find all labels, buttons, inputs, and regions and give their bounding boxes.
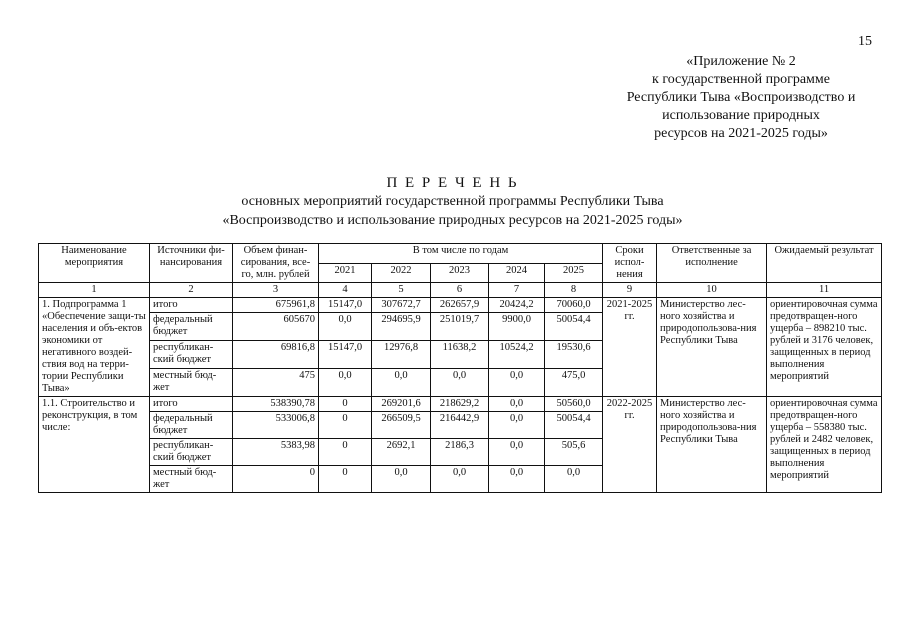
- term-cell: 2021-2025 гг.: [603, 298, 657, 397]
- year-value-cell: 70060,0: [545, 298, 603, 313]
- year-value-cell: 251019,7: [431, 313, 489, 341]
- funding-source-cell: местный бюд-жет: [150, 369, 233, 397]
- annex-line: к государственной программе: [652, 72, 830, 87]
- column-number: 6: [431, 283, 489, 298]
- column-numbers-row: [39, 283, 882, 298]
- annex-note: [600, 53, 882, 143]
- funding-source-cell: федеральный бюджет: [150, 313, 233, 341]
- table-row: [39, 298, 882, 313]
- total-volume-cell: 533006,8: [233, 412, 319, 439]
- column-number: 9: [603, 283, 657, 298]
- year-value-cell: 0,0: [372, 466, 431, 493]
- year-value-cell: 0: [319, 412, 372, 439]
- year-value-cell: 218629,2: [431, 397, 489, 412]
- column-number: 11: [767, 283, 882, 298]
- table-row: [39, 397, 882, 412]
- year-value-cell: 50560,0: [545, 397, 603, 412]
- column-number: 10: [657, 283, 767, 298]
- column-number: 2: [150, 283, 233, 298]
- year-value-cell: 0,0: [545, 466, 603, 493]
- year-value-cell: 294695,9: [372, 313, 431, 341]
- measure-name-cell: 1.1. Строительство и реконструкция, в том числе:: [39, 397, 150, 493]
- header-result: Ожидаемый результат: [767, 244, 882, 283]
- total-volume-cell: 0: [233, 466, 319, 493]
- year-value-cell: 505,6: [545, 439, 603, 466]
- header-volume: Объем финан-сирования, все-го, млн. рублей: [233, 244, 319, 283]
- funding-source-cell: итого: [150, 397, 233, 412]
- column-number: 5: [372, 283, 431, 298]
- year-value-cell: 266509,5: [372, 412, 431, 439]
- header-term: Сроки испол-нения: [603, 244, 657, 283]
- responsible-cell: Министерство лес-ного хозяйства и природопользова-ния Республики Тыва: [657, 298, 767, 397]
- header-by-years: В том числе по годам: [319, 244, 603, 264]
- measure-name-cell: 1. Подпрограмма 1 «Обеспечение защи-ты населения и объ-ектов экономики от негативного воздей-ствия вод на терри-тории Республики Тыва»: [39, 298, 150, 397]
- year-value-cell: 0,0: [319, 313, 372, 341]
- year-value-cell: 20424,2: [489, 298, 545, 313]
- year-value-cell: 0,0: [489, 412, 545, 439]
- column-number: 3: [233, 283, 319, 298]
- funding-source-cell: республикан-ский бюджет: [150, 341, 233, 369]
- funding-source-cell: федеральный бюджет: [150, 412, 233, 439]
- annex-line: использование природных: [662, 108, 820, 123]
- measures-table: [38, 243, 882, 493]
- year-value-cell: 2692,1: [372, 439, 431, 466]
- funding-source-cell: республикан-ский бюджет: [150, 439, 233, 466]
- year-value-cell: 0: [319, 466, 372, 493]
- total-volume-cell: 605670: [233, 313, 319, 341]
- year-value-cell: 0,0: [431, 466, 489, 493]
- expected-result-cell: ориентировочная сумма предотвращен-ного ущерба – 558380 тыс. рублей и 2482 человек, защищенных в период выполнения мероприятий: [767, 397, 882, 493]
- header-source: Источники фи-нансирования: [150, 244, 233, 283]
- year-value-cell: 269201,6: [372, 397, 431, 412]
- annex-line: «Приложение № 2: [686, 54, 796, 69]
- header-year: 2023: [431, 263, 489, 283]
- funding-source-cell: итого: [150, 298, 233, 313]
- year-value-cell: 0,0: [372, 369, 431, 397]
- header-year: 2021: [319, 263, 372, 283]
- header-name: Наименование мероприятия: [39, 244, 150, 283]
- header-responsible: Ответственные за исполнение: [657, 244, 767, 283]
- year-value-cell: 50054,4: [545, 412, 603, 439]
- total-volume-cell: 475: [233, 369, 319, 397]
- column-number: 1: [39, 283, 150, 298]
- column-number: 8: [545, 283, 603, 298]
- year-value-cell: 12976,8: [372, 341, 431, 369]
- header-row: [39, 244, 882, 264]
- header-year: 2025: [545, 263, 603, 283]
- year-value-cell: 0,0: [489, 466, 545, 493]
- year-value-cell: 9900,0: [489, 313, 545, 341]
- year-value-cell: 10524,2: [489, 341, 545, 369]
- term-cell: 2022-2025 гг.: [603, 397, 657, 493]
- year-value-cell: 15147,0: [319, 341, 372, 369]
- year-value-cell: 475,0: [545, 369, 603, 397]
- year-value-cell: 262657,9: [431, 298, 489, 313]
- year-value-cell: 0,0: [489, 439, 545, 466]
- document-subtitle-line: основных мероприятий государственной программы Республики Тыва: [241, 194, 664, 209]
- funding-source-cell: местный бюд-жет: [150, 466, 233, 493]
- year-value-cell: 15147,0: [319, 298, 372, 313]
- total-volume-cell: 675961,8: [233, 298, 319, 313]
- total-volume-cell: 69816,8: [233, 341, 319, 369]
- year-value-cell: 19530,6: [545, 341, 603, 369]
- year-value-cell: 50054,4: [545, 313, 603, 341]
- year-value-cell: 2186,3: [431, 439, 489, 466]
- responsible-cell: Министерство лес-ного хозяйства и природопользова-ния Республики Тыва: [657, 397, 767, 493]
- expected-result-cell: ориентировочная сумма предотвращен-ного ущерба – 898210 тыс. рублей и 3176 человек, защищенных в период выполнения мероприятий: [767, 298, 882, 397]
- year-value-cell: 307672,7: [372, 298, 431, 313]
- document-heading: [0, 174, 905, 230]
- document-title: П Е Р Е Ч Е Н Ь: [386, 175, 519, 191]
- annex-line: ресурсов на 2021-2025 годы»: [654, 126, 828, 141]
- column-number: 4: [319, 283, 372, 298]
- year-value-cell: 0,0: [319, 369, 372, 397]
- total-volume-cell: 5383,98: [233, 439, 319, 466]
- year-value-cell: 0,0: [489, 369, 545, 397]
- total-volume-cell: 538390,78: [233, 397, 319, 412]
- page-number: 15: [858, 34, 872, 49]
- year-value-cell: 0,0: [431, 369, 489, 397]
- year-value-cell: 11638,2: [431, 341, 489, 369]
- document-subtitle-line: «Воспроизводство и использование природных ресурсов на 2021-2025 годы»: [222, 213, 683, 228]
- annex-line: Республики Тыва «Воспроизводство и: [626, 90, 856, 105]
- year-value-cell: 0: [319, 397, 372, 412]
- header-year: 2022: [372, 263, 431, 283]
- year-value-cell: 216442,9: [431, 412, 489, 439]
- year-value-cell: 0: [319, 439, 372, 466]
- year-value-cell: 0,0: [489, 397, 545, 412]
- column-number: 7: [489, 283, 545, 298]
- header-year: 2024: [489, 263, 545, 283]
